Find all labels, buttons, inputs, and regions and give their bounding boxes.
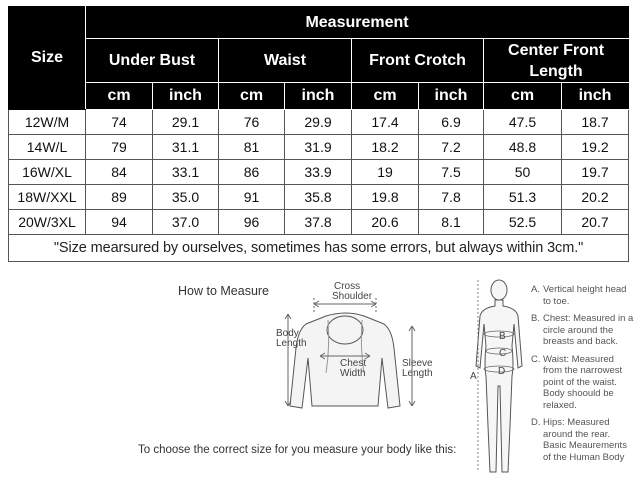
- value-cell: 86: [219, 160, 285, 185]
- value-cell: 35.0: [153, 185, 219, 210]
- measure-instruction: To choose the correct size for you measure your body like this:: [138, 444, 457, 456]
- value-cell: 20.6: [352, 210, 419, 235]
- value-cell: 84: [86, 160, 153, 185]
- label-body-length: Body: [276, 328, 299, 339]
- legend-text: Vertical height head to toe.: [543, 284, 627, 307]
- legend-text: Chest: Measured in a circle around the breasts and back.: [543, 313, 634, 347]
- legend-key: D.: [531, 417, 541, 428]
- header-size: Size: [9, 7, 86, 110]
- value-cell: 19.2: [562, 135, 629, 160]
- value-cell: 76: [219, 110, 285, 135]
- legend-item: [531, 313, 635, 348]
- value-cell: 52.5: [484, 210, 562, 235]
- value-cell: 7.8: [419, 185, 484, 210]
- label-body-length-2: Length: [276, 338, 307, 349]
- value-cell: 29.9: [285, 110, 352, 135]
- label-sleeve-length: Sleeve: [402, 358, 433, 369]
- value-cell: 18.2: [352, 135, 419, 160]
- value-cell: 47.5: [484, 110, 562, 135]
- table-row: [9, 110, 629, 135]
- size-cell: 20W/3XL: [9, 210, 86, 235]
- label-chest-width: Chest: [340, 358, 367, 369]
- garment-measure-diagram: [266, 278, 446, 428]
- label-sleeve-length-2: Length: [402, 368, 433, 379]
- label-c: C: [499, 348, 507, 359]
- header-under-bust: Under Bust: [86, 39, 219, 83]
- value-cell: 18.7: [562, 110, 629, 135]
- value-cell: 96: [219, 210, 285, 235]
- value-cell: 20.2: [562, 185, 629, 210]
- label-a: A: [470, 371, 477, 382]
- value-cell: 8.1: [419, 210, 484, 235]
- label-chest-width-2: Width: [340, 368, 366, 379]
- value-cell: 19.7: [562, 160, 629, 185]
- legend-item: [531, 284, 635, 307]
- legend-key: B.: [531, 313, 540, 324]
- table-row: [9, 160, 629, 185]
- unit-header: cm: [86, 83, 153, 110]
- label-cross-shoulder: Cross: [334, 281, 361, 292]
- value-cell: 74: [86, 110, 153, 135]
- table-row: [9, 185, 629, 210]
- value-cell: 7.5: [419, 160, 484, 185]
- value-cell: 33.9: [285, 160, 352, 185]
- header-measurement: Measurement: [86, 7, 629, 39]
- body-measure-diagram: [466, 276, 532, 486]
- value-cell: 31.9: [285, 135, 352, 160]
- value-cell: 6.9: [419, 110, 484, 135]
- value-cell: 35.8: [285, 185, 352, 210]
- legend-text: Waist: Measured from the narrowest point of the waist. Body shoould be relaxed.: [543, 353, 623, 411]
- table-row: [9, 135, 629, 160]
- label-b: B: [499, 331, 506, 342]
- size-cell: 14W/L: [9, 135, 86, 160]
- measurement-note: "Size mearsured by ourselves, sometimes has some errors, but always within 3cm.": [9, 235, 629, 262]
- label-cross-shoulder-2: Shoulder: [332, 291, 373, 302]
- legend-item: [531, 354, 635, 412]
- unit-header: inch: [285, 83, 352, 110]
- size-cell: 12W/M: [9, 110, 86, 135]
- value-cell: 19.8: [352, 185, 419, 210]
- legend-key: A.: [531, 284, 540, 295]
- unit-header: cm: [352, 83, 419, 110]
- value-cell: 33.1: [153, 160, 219, 185]
- legend-text: Hips: Measured around the rear. Basic Meaurements of the Human Body: [543, 417, 627, 463]
- measurement-legend: [531, 284, 635, 469]
- value-cell: 89: [86, 185, 153, 210]
- unit-header: inch: [419, 83, 484, 110]
- value-cell: 81: [219, 135, 285, 160]
- value-cell: 19: [352, 160, 419, 185]
- size-cell: 18W/XXL: [9, 185, 86, 210]
- value-cell: 37.8: [285, 210, 352, 235]
- unit-header: cm: [219, 83, 285, 110]
- value-cell: 48.8: [484, 135, 562, 160]
- header-center-front-length: Center Front Length: [484, 39, 629, 83]
- value-cell: 79: [86, 135, 153, 160]
- value-cell: 29.1: [153, 110, 219, 135]
- value-cell: 51.3: [484, 185, 562, 210]
- value-cell: 37.0: [153, 210, 219, 235]
- how-to-measure-title: How to Measure: [178, 284, 270, 298]
- unit-header: inch: [153, 83, 219, 110]
- label-d: D: [498, 366, 506, 377]
- size-rows: [9, 110, 629, 235]
- unit-header: cm: [484, 83, 562, 110]
- value-cell: 94: [86, 210, 153, 235]
- header-front-crotch: Front Crotch: [352, 39, 484, 83]
- legend-key: C.: [531, 353, 541, 365]
- value-cell: 50: [484, 160, 562, 185]
- legend-item: [531, 417, 635, 463]
- unit-header: inch: [562, 83, 629, 110]
- value-cell: 20.7: [562, 210, 629, 235]
- value-cell: 17.4: [352, 110, 419, 135]
- value-cell: 31.1: [153, 135, 219, 160]
- table-row: [9, 210, 629, 235]
- size-cell: 16W/XL: [9, 160, 86, 185]
- size-chart-table: [8, 6, 629, 262]
- header-waist: Waist: [219, 39, 352, 83]
- value-cell: 91: [219, 185, 285, 210]
- value-cell: 7.2: [419, 135, 484, 160]
